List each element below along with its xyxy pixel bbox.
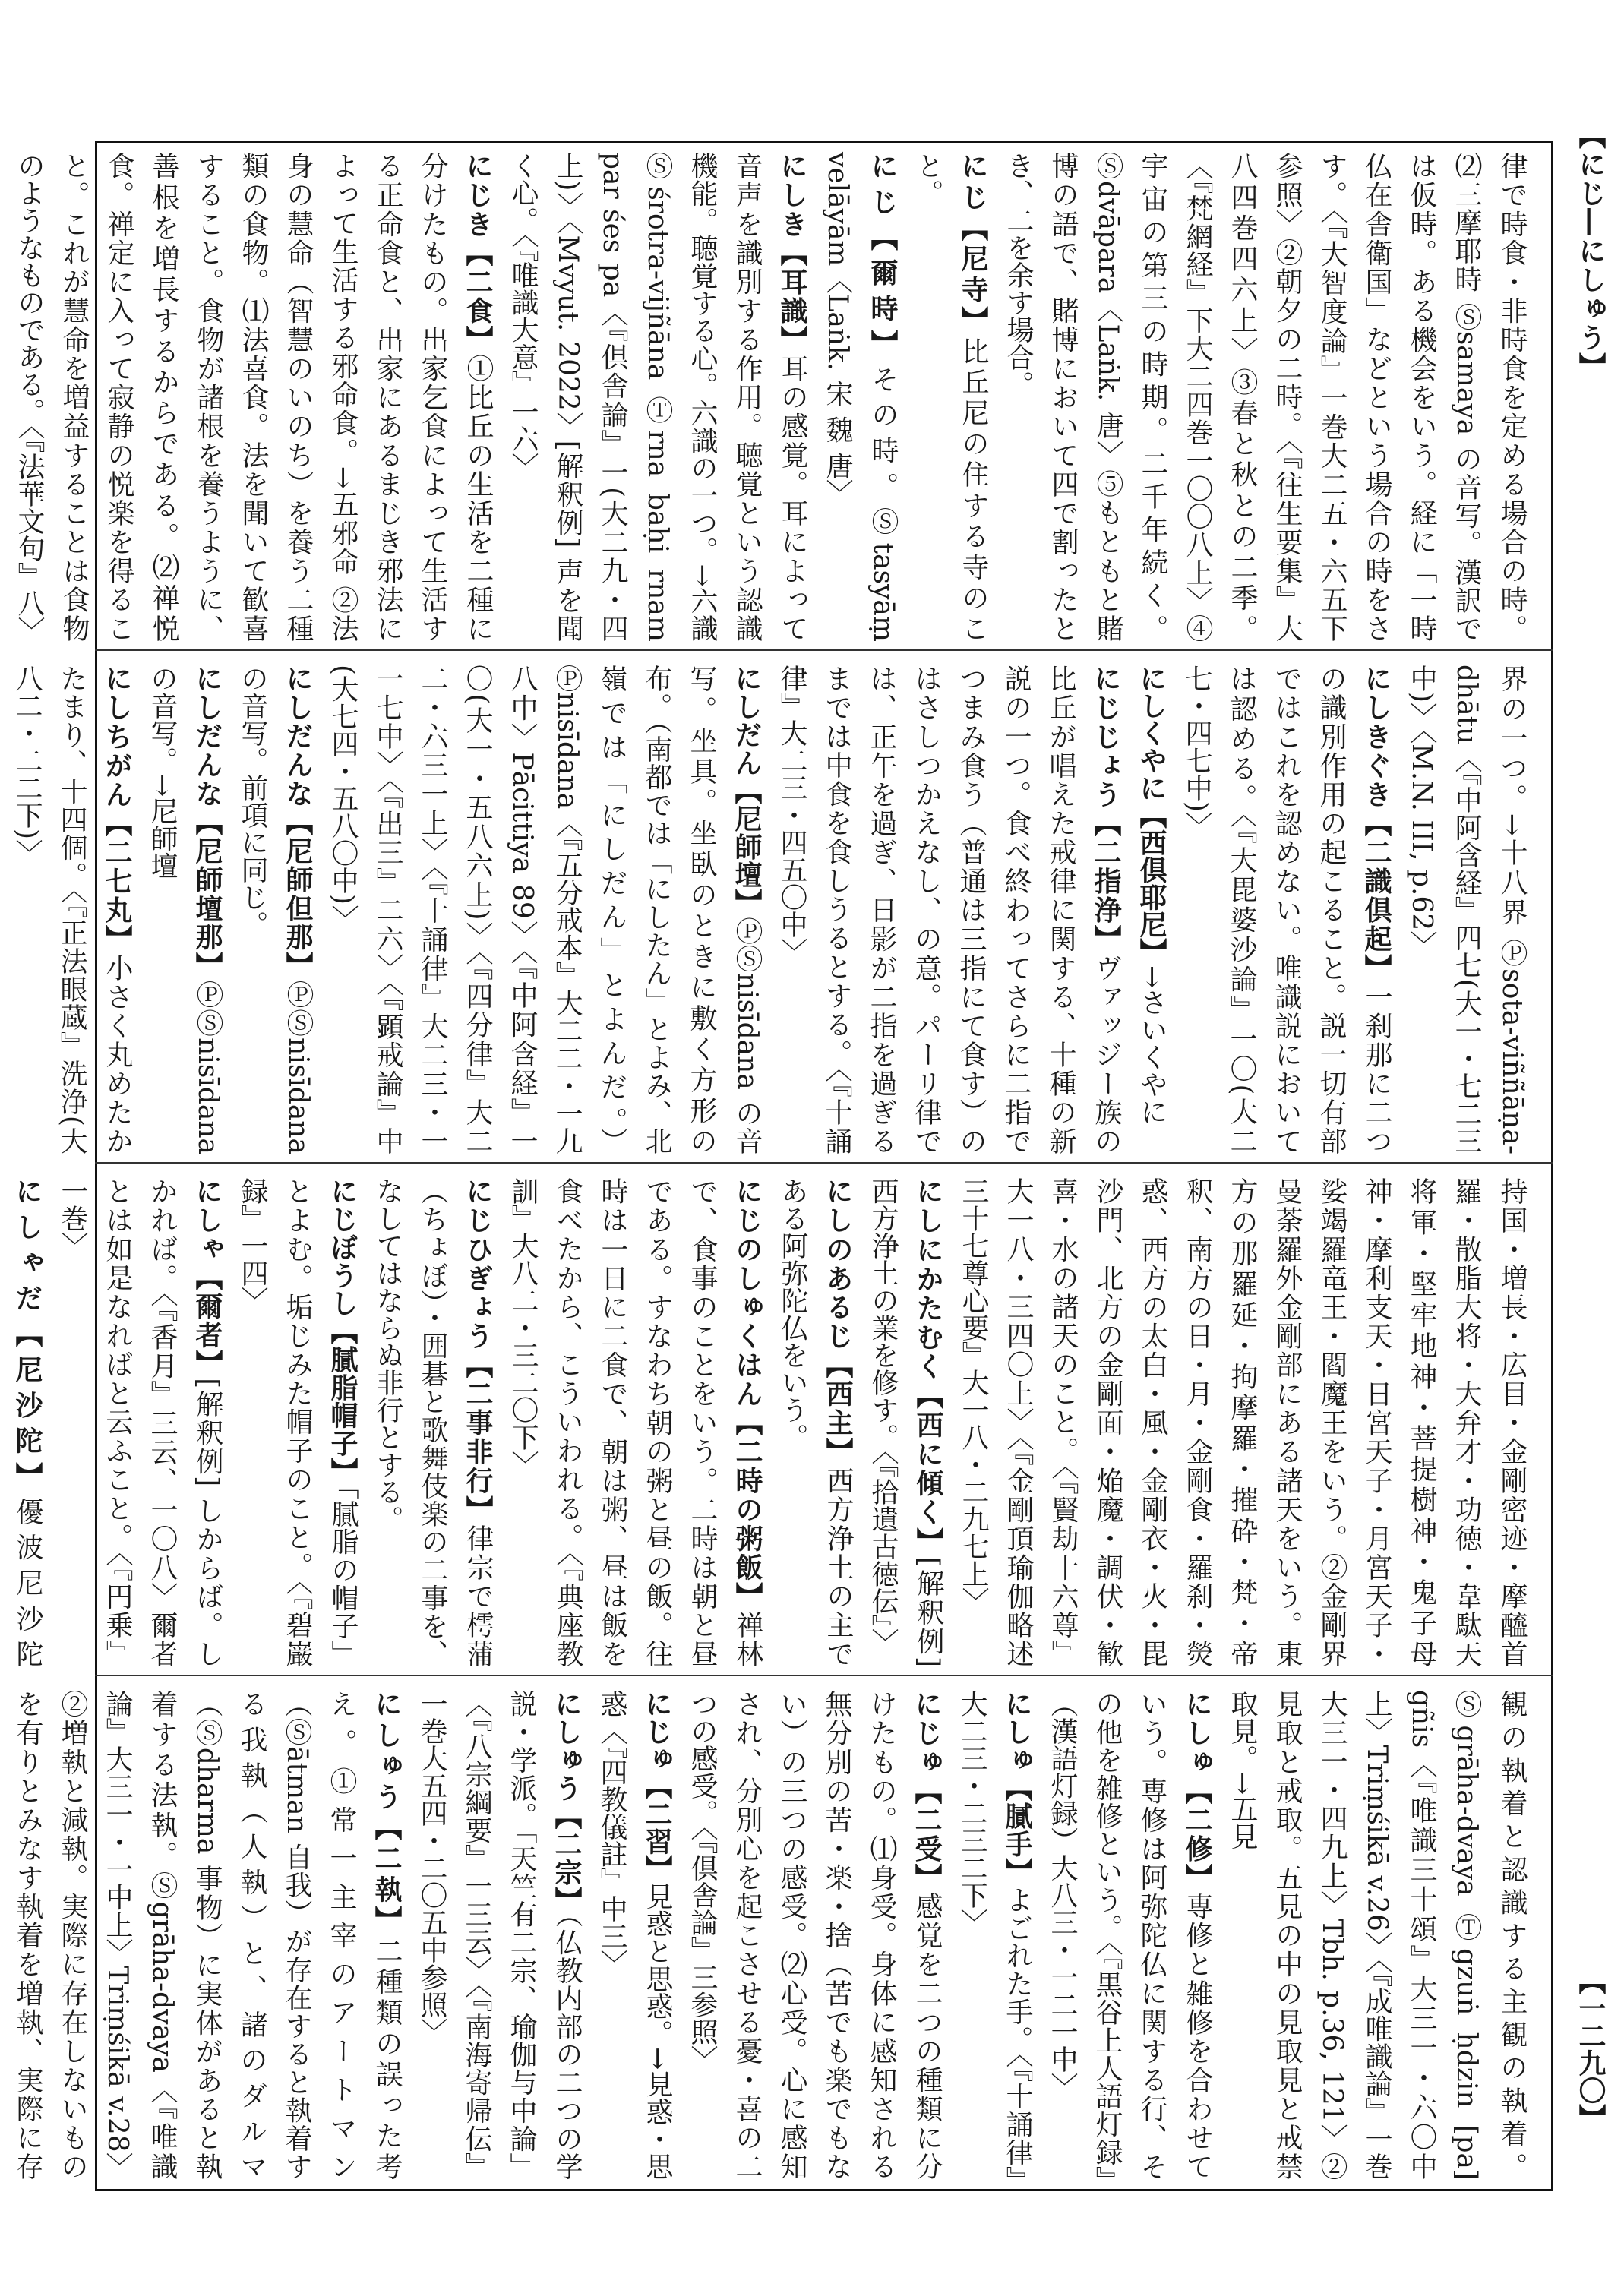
- entry-definition: その時。Ⓢtasyāṃ velāyām〈Laṅk. 宋 魏 唐〉: [822, 152, 899, 643]
- entry-headword: にじ【尼寺】: [957, 152, 989, 337]
- entry-headword: にしくやに【西倶耶尼】: [1136, 665, 1167, 965]
- entry: [951, 1177, 1534, 1667]
- entry-headword: にしだんな【尼師壇那】: [191, 665, 223, 981]
- entry: [905, 152, 996, 642]
- entry-headword: にしのあるじ【西主】: [822, 1177, 854, 1467]
- entry-definition: （仏教内部の二つの学説・学派。「天竺有二宗、瑜伽与中論」〈『八宗綱要』一三云〉〈『南海寄帰伝』一巻大五四・二〇五中参照〉: [416, 1690, 583, 2181]
- text-tier-4: [12, 1690, 1534, 2181]
- entry-headword: にしゅ【二修】: [1181, 1690, 1213, 1893]
- entry: [680, 1690, 949, 2180]
- entry-headword: にしき【耳識】: [776, 152, 808, 355]
- entry: [769, 665, 1129, 1154]
- entry-definition: 西方浄土の主である阿弥陀仏をいう。: [777, 1177, 854, 1667]
- entry-headword: にじぼうし【膩脂帽子】: [327, 1177, 359, 1486]
- entry: [501, 152, 815, 642]
- entry: [50, 1177, 230, 1667]
- entry: [0, 1690, 409, 2180]
- entry-definition: 耳の感覚。耳によって音声を識別する作用。聴覚という認識機能。聴覚する心。六識の一つ。→六識 Ⓢśrotra-vijñāna Ⓣrna baḥi rnam par śes pa〈『倶舎論』一(大二九・四上)〉〈Mvyut. 2022〉[解釈例] 声を聞く心。〈『唯識大意』一六〉: [507, 152, 808, 642]
- entry-definition: [解釈例] 西方浄土の業を修す。〈『拾遺古徳伝』〉: [867, 1177, 944, 1667]
- entry-definition: 優波尼沙陀: [12, 1497, 43, 1668]
- tier-divider: [95, 1162, 1553, 1164]
- tier-divider: [95, 1675, 1553, 1676]
- entry: [1220, 1690, 1534, 2180]
- entry-definition: 比丘尼の住する寺のこと。: [912, 152, 989, 643]
- text-tier-2: [11, 665, 1534, 1154]
- entry-headword: にしゅう【二執】: [371, 1690, 403, 1937]
- entry-definition: 感覚を二つの種類に分けたもの。⑴身受。身体に感知される無分別の苦・楽・捨（苦でも楽でもない）の三つの感受。⑵心受。心に感知され、分別心を起こさせる憂・喜の二つの感受。〈『倶舎論』三参照〉: [687, 1690, 943, 2180]
- entry-definition: 観の執着と認識する主観の執着。Ⓢgrāha-dvaya Ⓣgzuṅ ḥdzin [pa] gñis〈『唯識三十頌』大三一・六〇中上〉Triṃśikā v.26〉〈『成唯識論』一巻大三一・四九上〉Tbh. p.36, 121〉②見取と戒取。五見の中の見取見と戒禁取見。→五見: [1227, 1690, 1528, 2180]
- tier-divider: [95, 649, 1553, 651]
- entry: [230, 665, 321, 1154]
- entry-definition: →さいくやに: [1136, 965, 1167, 1126]
- text-tier-1: [14, 152, 1534, 644]
- entry: [996, 152, 1534, 642]
- entry: [1174, 665, 1399, 1154]
- entry-definition: 小さく丸めたかたまり、十四個。〈『正法眼蔵』洗浄(大八二・二二下)〉: [11, 665, 133, 1154]
- entry-headword: にじひぎょう【二事非行】: [462, 1177, 494, 1524]
- entry-definition: よごれた手。〈『十誦律』大二三・二三二下〉: [956, 1690, 1033, 2181]
- entry: [770, 1177, 861, 1667]
- entry-headword: にしゃ【爾者】: [191, 1177, 223, 1379]
- entry: [5, 665, 140, 1154]
- entry: [321, 665, 769, 1154]
- entry-definition: 律宗で樗蒲（ちょぼ）・囲碁と歌舞伎楽の二事を、なしてはならぬ非行とする。: [372, 1177, 494, 1667]
- entry-definition: 禅林で、食事のことをいう。二時は朝と昼である。すなわち朝の粥と昼の飯。往時は一日に二食で、朝は粥、昼は飯を食べたから、こういわれる。〈『典座教訓』大八二・三二〇下〉: [507, 1177, 763, 1667]
- entry-headword: にしゅ【膩手】: [1001, 1690, 1033, 1886]
- entry: [501, 1177, 770, 1667]
- text-tier-3: [11, 1177, 1534, 1668]
- entry-definition: 「膩脂の帽子」とよむ。垢じみた帽子のこと。〈『碧巌録』一四〉: [237, 1177, 359, 1668]
- entry-definition: ⓅⓈnisīdana の音写。→尼師壇: [147, 665, 223, 1154]
- entry-headword: にしにかたむく【西に傾く】: [912, 1177, 944, 1557]
- entry: [815, 152, 905, 642]
- entry-definition: 二種類の誤った考え。①常一主宰のアートマン（Ⓢātman 自我）が存在すると執着する我執（人執）と、諸のダルマ（Ⓢdharma 事物）に実体があると執着する法執。Ⓢgrāha-dvaya〈『唯識論』大三一・一中上〉Triṃśikā v.28〉②増執と減執。実際に存在しないものを有りとみなす執着を増執、実際に存: [12, 1690, 403, 2181]
- entry: [1040, 1690, 1220, 2180]
- entry-headword: にじ【爾時】: [867, 152, 899, 365]
- entry-headword: にじじょう【二指浄】: [1090, 665, 1122, 954]
- entry-definition: 一刹那に二つの識別作用の起こること。説一切有部ではこれを認めない。唯識説においては認める。〈『大毘婆沙論』一〇(大二七・四七中)〉: [1181, 665, 1392, 1154]
- entry-definition: 見惑と思惑。→見惑・思惑〈『四教儀註』中三〉: [596, 1690, 673, 2180]
- entry: [230, 1177, 365, 1667]
- entry: [140, 665, 230, 1154]
- entry: [409, 1690, 589, 2180]
- entry-definition: ⓅⓈnisīdana の音写。坐具。坐臥のときに敷く方形の布。（南都では「にしたん」とよみ、北嶺では「にしだん」とよんだ。）Ⓟnisīdana〈『五分戒本』大二二・一九八中〉Pācittiya 89〉〈『中阿含経』一〇(大一・五八六上)〉〈『四分律』大二二・六三一上〉〈『十誦律』大二三・一一七中〉〈『出三』二六〉〈『顕戒論』中(大七四・五八〇中)〉: [327, 665, 763, 1154]
- entry-definition: 界の一つ。→十八界 Ⓟsota-viññāṇa-dhātu〈『中阿含経』四七(大一・七二三中)〉〈M.N. III, p.62〉: [1406, 665, 1528, 1154]
- entry-headword: にしゅう【二宗】: [551, 1690, 583, 1915]
- entry: [7, 152, 501, 642]
- entry-headword: にじのしゅくはん【二時の粥飯】: [731, 1177, 763, 1611]
- entry: [1399, 665, 1534, 1154]
- entry: [949, 1690, 1040, 2180]
- entry-headword: にしゃだ【尼沙陀】: [11, 1177, 43, 1498]
- entry-headword: にしだんな【尼師但那】: [282, 665, 314, 981]
- entry-definition: 持国・増長・広目・金剛密迹・摩醯首羅・散脂大将・大弁才・功徳・韋駄天将軍・堅牢地神・菩提樹神・鬼子母神・摩利支天・日宮天子・月宮天子・娑竭羅竜王・閻魔王をいう。②金剛界曼荼羅外金剛部にある諸天をいう。東方の那羅延・拘摩羅・摧砕・梵・帝釈、南方の日・月・金剛食・羅刹・熒惑、西方の太白・風・金剛衣・火・毘沙門、北方の金剛面・焔魔・調伏・歓喜・水の諸天のこと。〈『賢劫十六尊』大一八・三四〇上〉〈『金剛頂瑜伽略述三十七尊心要』大一八・二九七上〉: [958, 1177, 1528, 1667]
- entry-definition: ①比丘の生活を二種に分けたもの。出家乞食によって生活する正命食と、出家にあるまじき邪法によって生活する邪命食。→五邪命 ②法身の慧命（智慧のいのち）を養う二種類の食物。⑴法喜食。法を聞いて歓喜すること。食物が諸根を養うように、善根を増長するからである。⑵禅悦食。禅定に入って寂静の悦楽を得ること。これが慧命を増益することは食物のようなものである。〈『法華文句』八〉: [14, 152, 494, 644]
- entry: [861, 1177, 951, 1667]
- entry-definition: ヴァッジー族の比丘が唱えた戒律に関する、十種の新説の一つ。食べ終わってさらに二指でつまみ食う（普通は三指にて食す）のはさしつかえなし、の意。パーリ律では、正午を過ぎ、日影が二指を過ぎるまでは中食を食しうるとする。〈『十誦律』大二三・四五〇中〉: [776, 665, 1122, 1154]
- entry: [0, 1177, 50, 1667]
- entry-definition: [解釈例] しからば。しかれば。〈『香月』三云、一〇八〉爾者とは如是なればと云ふこと。〈『円乗』一巻〉: [57, 1177, 223, 1667]
- entry: [365, 1177, 501, 1667]
- running-head: 【にじ―にしゅう】: [1575, 122, 1607, 381]
- entry-headword: にしちがん【二七丸】: [101, 665, 133, 954]
- entry-headword: にじき【二食】: [462, 152, 494, 355]
- entry-headword: にじゅ【二受】: [911, 1690, 943, 1893]
- entry-headword: にしきぐき【二識倶起】: [1360, 665, 1392, 983]
- entry-definition: ⓅⓈnisīdana の音写。前項に同じ。: [237, 665, 314, 1154]
- entry-headword: にじゅ【二習】: [641, 1690, 673, 1883]
- entry: [0, 152, 7, 642]
- entry: [589, 1690, 680, 2180]
- entry-definition: 律で時食・非時食を定める場合の時。⑵三摩耶時 Ⓢsamaya の音写。漢訳では仮時。ある機会をいう。経に「一時仏在舎衛国」などという場合の時をさす。〈『大智度論』一巻大二五・六五下参照〉②朝夕の二時。〈『往生要集』大八四巻四六上〉③春と秋との二季。〈『梵網経』下大二四巻一〇〇八上〉④宇宙の第三の時期。二千年続く。Ⓢdvāpara〈Laṅk. 唐〉⑤もともと賭博の語で、賭博において四で割ったとき、二を余す場合。: [1003, 152, 1528, 642]
- entry: [1129, 665, 1174, 1154]
- page-number: 【一二九〇】: [1575, 1967, 1607, 2131]
- entry-definition: 専修と雑修を合わせていう。専修は阿弥陀仏に関する行、その他を雑修という。〈『黒谷上人語灯録』（漢語灯録）大八三・一二一中〉: [1047, 1690, 1213, 2180]
- entry: [0, 665, 5, 1154]
- entry-headword: にしだん【尼師壇】: [731, 665, 763, 917]
